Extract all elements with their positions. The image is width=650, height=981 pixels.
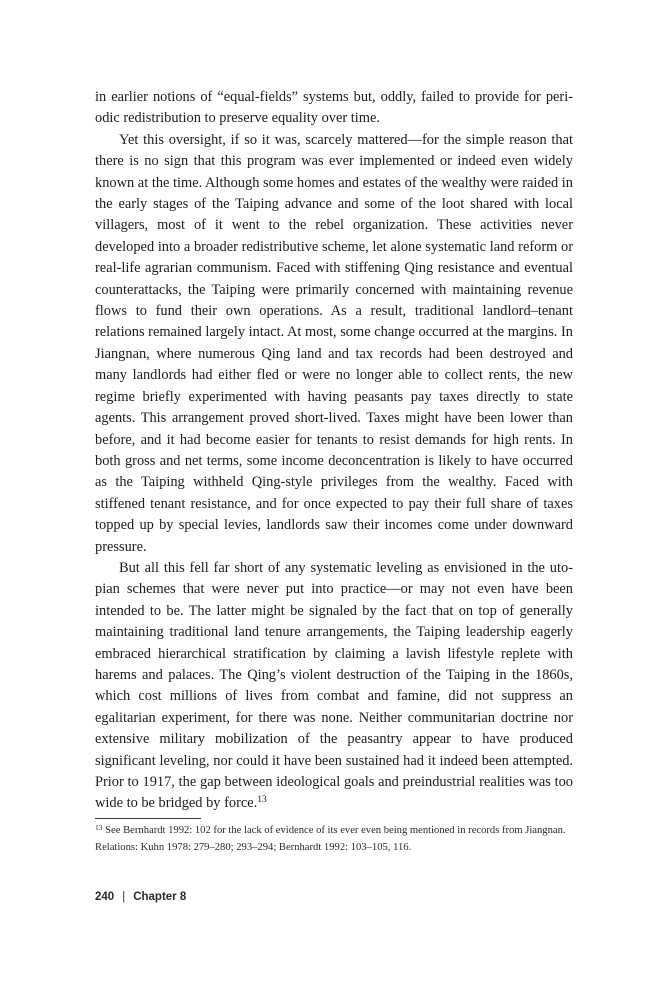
paragraph-leveling-text: But all this fell far short of any systematic leveling as envisioned in the utopian schemes that were never put into practice—or may not even have been intended to be. The latter might be signaled by the fact that on top of generally maintaining traditional land tenure arrangements, the Taiping leadership eagerly embraced hierarchical stratification by claiming a lavish lifestyle replete with harems and palaces. The Qing’s violent destruction of the Taiping in the 1860s, which cost millions of lives from combat and famine, did not suppress an egalitarian experiment, for there was none. Neither communitarian doctrine nor extensive military mobilization of the peasantry appear to have produced significant leveling, nor could it have been sustained had it indeed been attempted. Prior to 1917, the gap between ideological goals and preindustrial realities was too wide to be bridged by force. xyxy=(95,559,573,812)
paragraph-taiping-implementation: Yet this oversight, if so it was, scarcely mattered—for the simple reason that there is no sign that this program was ever implemented or indeed even widely known at the time. Although some homes and estates of the wealthy were raided in the early stages of the Taiping advance and some of the loot shared with local villagers, most of it went to the rebel organization. These activities never developed into a broader redistributive scheme, let alone systematic land reform or real-life agrarian communism. Faced with stiffening Qing resistance and eventual counterattacks, the Taiping were primarily concerned with maintaining revenue flows to fund their own operations. As a result, traditional landlord–tenant relations remained largely intact. At most, some change occurred at the margins. In Jiangnan, where numerous Qing land and tax records had been destroyed and many landlords had either fled or were no longer able to collect rents, the new regime briefly experimented with having peasants pay taxes directly to state agents. This arrangement proved short-lived. Taxes might have been lower than before, and it had become easier for tenants to resist demands for high rents. In both gross and net terms, some income deconcentration is likely to have occurred as the Taiping withheld Qing-style privileges from the wealthy. Faced with stiffened tenant resistance, and for once expected to pay their full share of taxes topped up by special levies, landlords saw their incomes come under downward pressure. xyxy=(95,131,573,555)
chapter-label: Chapter 8 xyxy=(133,891,187,903)
footnote-divider xyxy=(95,818,201,819)
paragraph-continued: in earlier notions of “equal-fields” systems but, oddly, failed to provide for periodic redistribution to preserve equality over time. xyxy=(95,89,573,127)
footnote-number: 13 xyxy=(95,823,103,832)
page-number: 240 xyxy=(95,891,115,903)
footnote-reference[interactable]: 13 xyxy=(257,795,267,806)
paragraph-leveling xyxy=(95,558,573,815)
footnote-text: See Bernhardt 1992: 102 for the lack of evidence of its ever even being mentioned in records from Jiangnan. Relations: Kuhn 1978: 279–280; 293–294; Bernhardt 1992: 103–105, 116. xyxy=(95,825,566,853)
main-text xyxy=(95,87,573,815)
footer-separator: | xyxy=(122,891,126,903)
page-footer xyxy=(95,891,186,903)
footnote xyxy=(95,822,573,856)
